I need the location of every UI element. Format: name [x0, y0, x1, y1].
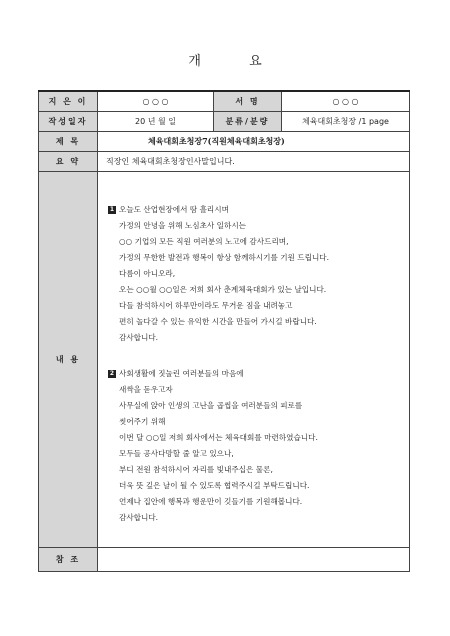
content-line: 사무실에 앉아 인생의 고난을 곱씹을 여러분들의 피로를: [119, 400, 303, 410]
content-line: 감사합니다.: [119, 332, 159, 342]
content-cell: [98, 171, 410, 547]
content-line: 언제나 집안에 행복과 행운만이 깃들기를 기원해봅니다.: [119, 496, 303, 506]
content-line: 오는 ○○월 ○○일은 저희 회사 춘계체육대회가 있는 날입니다.: [119, 284, 327, 294]
page-title: 개 요: [188, 54, 284, 69]
section-2-number-badge: 2: [109, 369, 115, 377]
author-label: 지 은 이: [39, 91, 98, 111]
content-line: 다름이 아니오라,: [119, 268, 176, 278]
content-line: 가정의 무한한 발전과 행복이 항상 함께하시기를 기원 드립니다.: [119, 252, 330, 262]
summary-value: 직장인 체육대회초청장인사말입니다.: [98, 151, 410, 171]
content-section-2: [108, 366, 318, 526]
category-label: 분류/분량: [214, 111, 282, 131]
content-line: 새싹을 돋우고자: [119, 384, 173, 394]
heading-label: 제 목: [39, 131, 98, 151]
content-line: 편히 놀다갈 수 있는 유익한 시간을 만들어 가시길 바랍니다.: [119, 316, 317, 326]
content-line: 다들 참석하시어 하루만이라도 무거운 짐을 내려놓고: [119, 300, 293, 310]
content-line: 이번 달 ○○일 저희 회사에서는 체육대회를 마련하였습니다.: [119, 432, 318, 442]
content-line: ○○ 기업의 모든 직원 여러분의 노고에 감사드리며,: [119, 236, 289, 246]
reference-value: [98, 547, 410, 571]
author-value: ○ ○ ○: [98, 91, 214, 111]
section-1-number-badge: 1: [109, 205, 115, 213]
category-value: 체육대회초청장 /1 page: [282, 111, 410, 131]
summary-label: 요 약: [39, 151, 98, 171]
section-2-first-line: 2 사회생활에 짓눌린 여러분들의 마음에: [109, 368, 244, 378]
content-line: 씻어주기 위해: [119, 416, 166, 426]
signature-value: ○ ○ ○: [282, 91, 410, 111]
content-line: 감사합니다.: [119, 512, 159, 522]
signature-label: 서 명: [214, 91, 282, 111]
content-label: 내 용: [39, 171, 98, 547]
heading-value: 체육대회초청장7(직원체육대회초청장): [98, 131, 410, 151]
content-line: 가정의 안녕을 위해 노심초사 일하시는: [119, 220, 247, 230]
date-label: 작성일자: [39, 111, 98, 131]
date-value: 20 년 월 일: [98, 111, 214, 131]
content-line: 모두들 공사다망할 줄 알고 있으나,: [119, 448, 234, 458]
section-1-first-line: 1 오늘도 산업현장에서 땀 흘리시며: [109, 204, 229, 214]
reference-label: 참 조: [39, 547, 98, 571]
document-summary-table: [38, 90, 410, 572]
content-section-1: [108, 202, 329, 346]
content-line: 더욱 뜻 깊은 날이 될 수 있도록 협력주시길 부탁드립니다.: [119, 480, 310, 490]
content-line: 부디 전원 참석하시어 자리를 빛내주십은 물론,: [119, 464, 273, 474]
